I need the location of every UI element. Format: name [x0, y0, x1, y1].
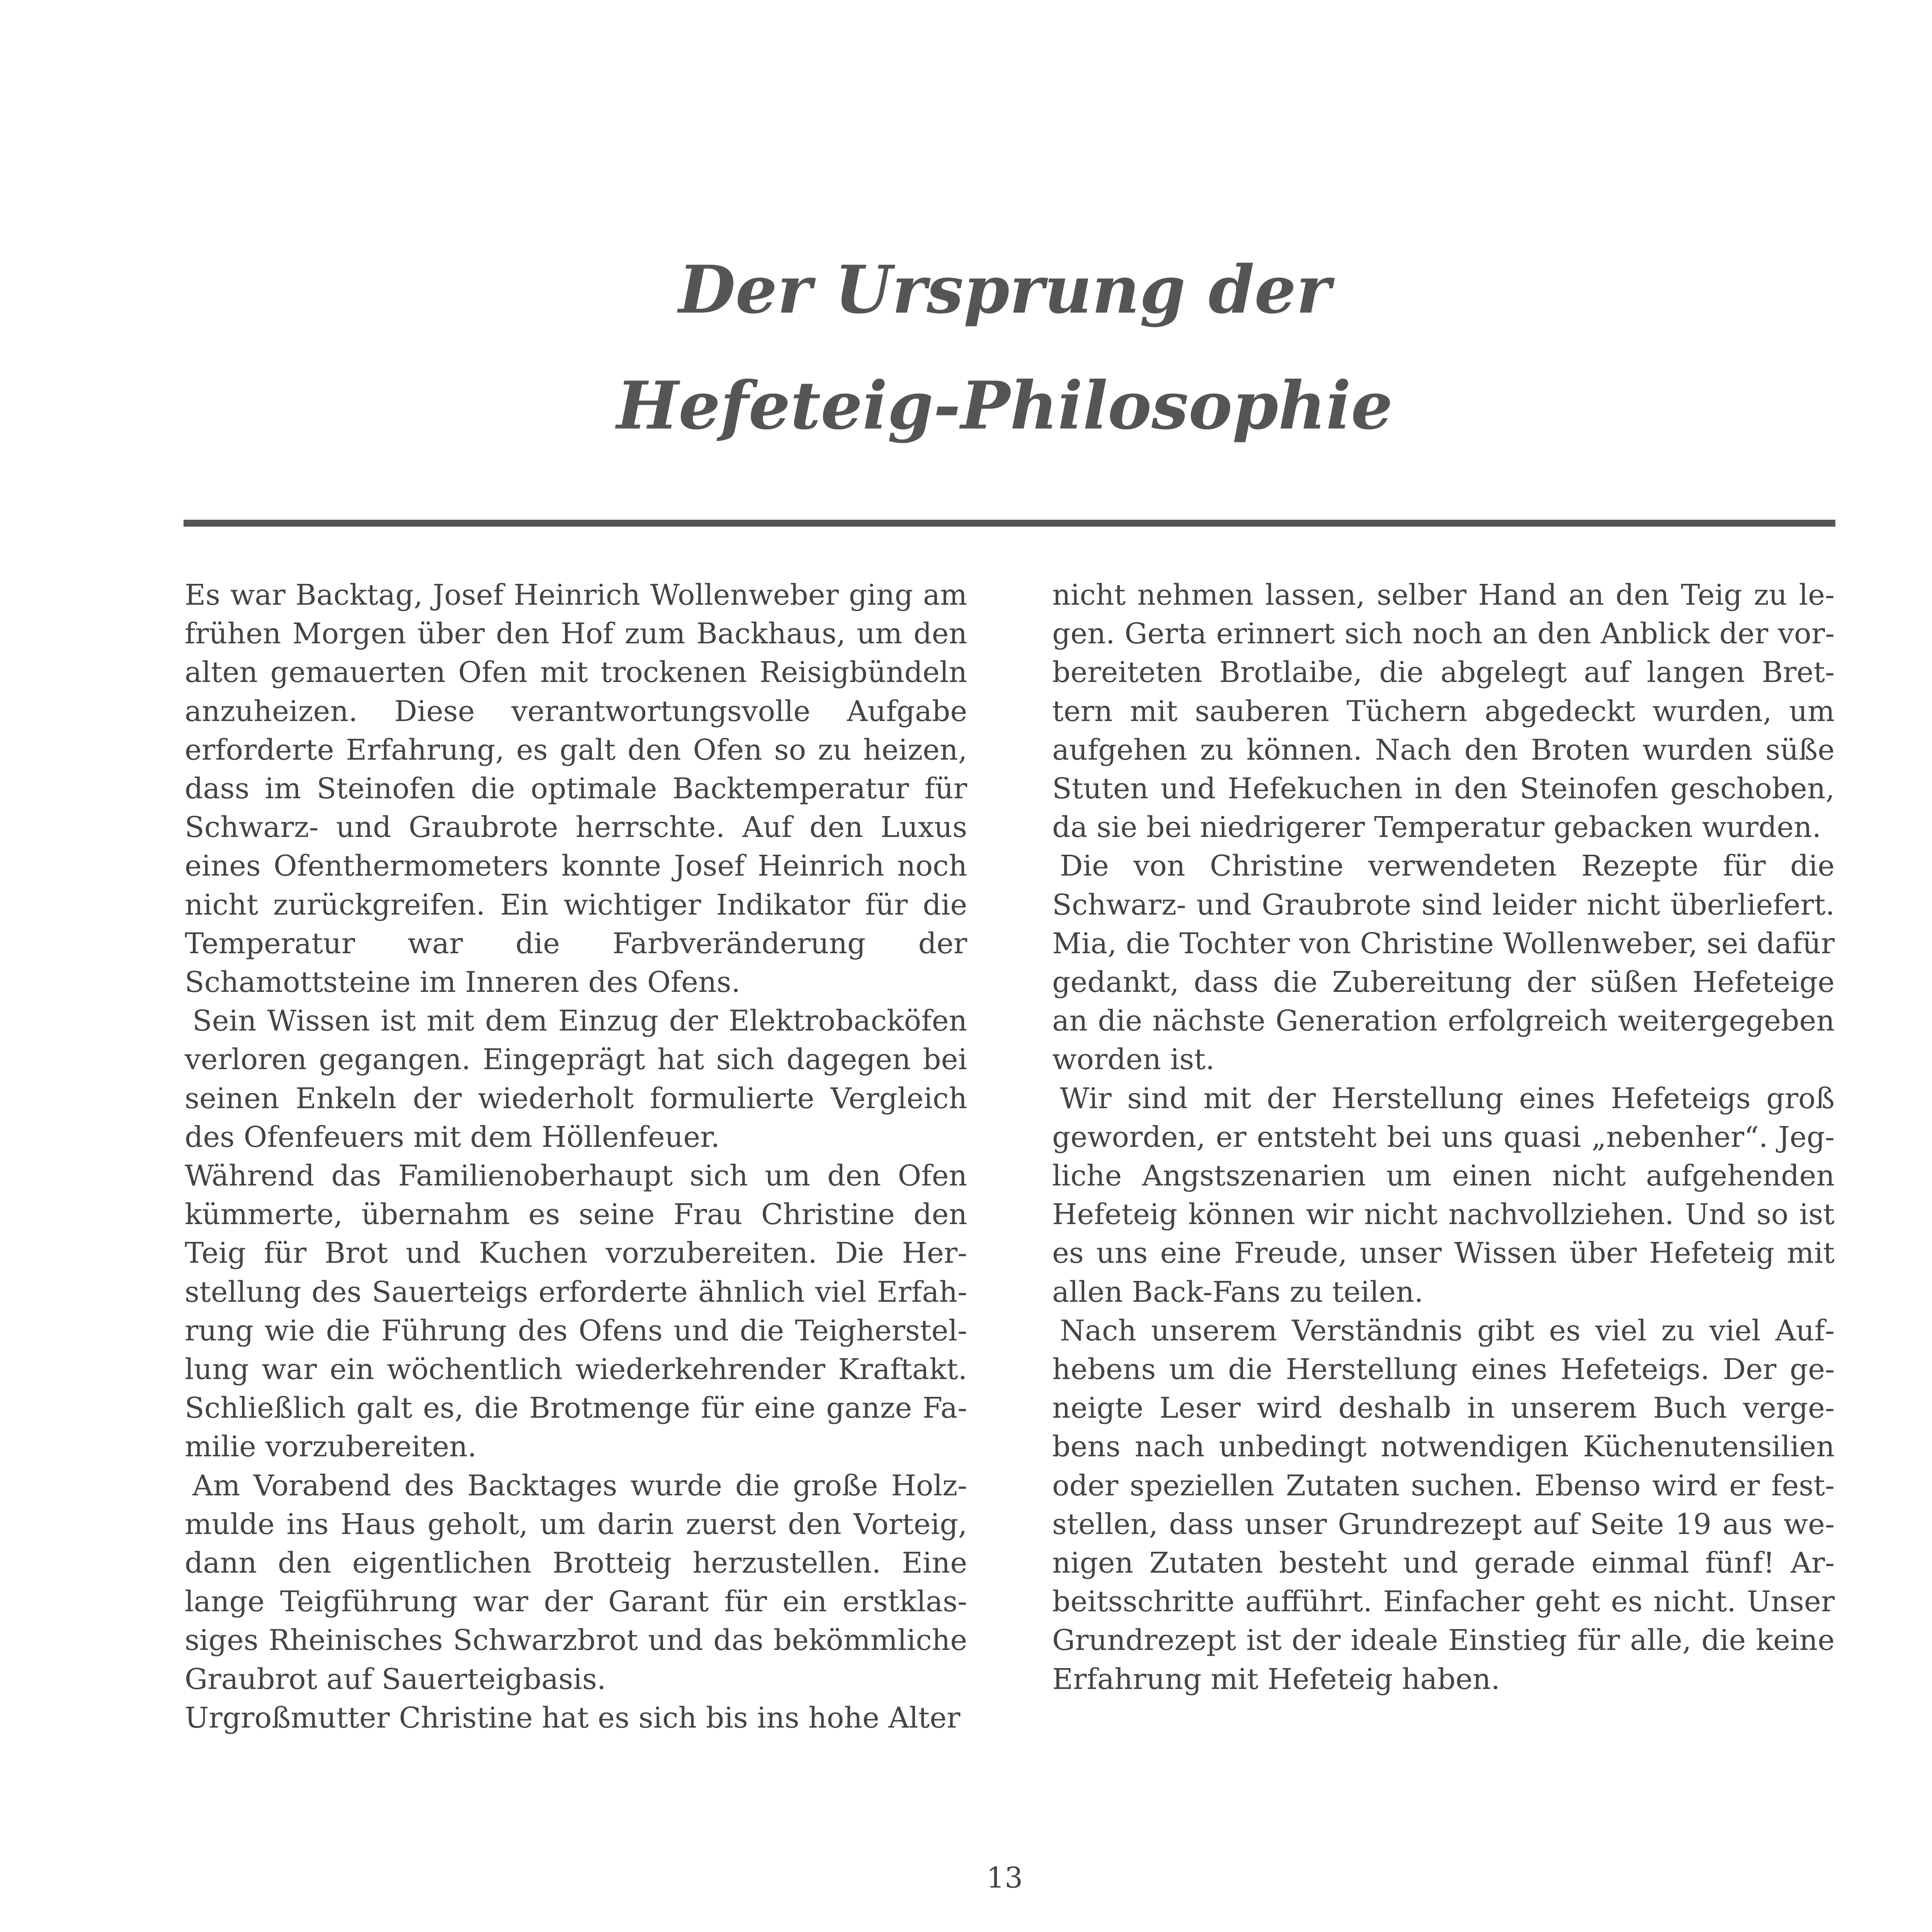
- right-text-column: [1052, 576, 1835, 1699]
- right-paragraph-1: nicht nehmen lassen, selber Hand an den Teig zu legen. Gerta erinnert sich noch an den Anblick der vorbereiteten Brotlaibe, die abgelegt auf langen Brettern mit sauberen Tüchern abgedeckt wurden, um aufgehen zu können. Nach den Broten wurden süße Stuten und Hefekuchen in den Steinofen geschoben, da sie bei niedrigerer Temperatur gebacken wurden.: [1052, 578, 1835, 844]
- left-paragraph-1: Es war Backtag, Josef Heinrich Wollenweber ging am frühen Morgen über den Hof zum Backhaus, um den alten gemauerten Ofen mit trockenen Reisigbündeln anzuheizen. Diese verantwortungsvolle Aufgabe erforderte Erfahrung, es galt den Ofen so zu heizen, dass im Steinofen die optimale Backtemperatur für Schwarz- und Graubrote herrschte. Auf den Luxus eines Ofenthermometers konnte Josef Heinrich noch nicht zurückgreifen. Ein wichtiger Indikator für die Temperatur war die Farbveränderung der Schamottsteine im Inneren des Ofens.: [185, 578, 967, 999]
- page-title: [0, 232, 1932, 464]
- left-paragraph-4: Am Vorabend des Backtages wurde die große Holzmulde ins Haus geholt, um darin zuerst den Vorteig, dann den eigentlichen Brotteig herzustellen. Eine lange Teigführung war der Garant für ein erstklassiges Rheinisches Schwarzbrot und das bekömmliche Graubrot auf Sauerteigbasis.: [185, 1469, 967, 1696]
- right-paragraph-4: Nach unserem Verständnis gibt es viel zu viel Aufhebens um die Herstellung eines Hefeteigs. Der geneigte Leser wird deshalb in unserem Buch vergebens nach unbedingt notwendigen Küchenutensilien oder speziellen Zutaten suchen. Ebenso wird er feststellen, dass unser Grundrezept auf Seite 19 aus wenigen Zutaten besteht und gerade einmal fünf! Arbeitsschritte aufführt. Einfacher geht es nicht. Unser Grundrezept ist der ideale Einstieg für alle, die keine Erfahrung mit Hefeteig haben.: [1052, 1314, 1835, 1696]
- right-paragraph-2: Die von Christine verwendeten Rezepte für die Schwarz- und Graubrote sind leider nicht überliefert. Mia, die Tochter von Christine Wollenweber, sei dafür gedankt, dass die Zubereitung der süßen Hefeteige an die nächste Generation erfolgreich weitergegeben worden ist.: [1052, 849, 1835, 1077]
- page-number: 13: [986, 1861, 1023, 1895]
- left-paragraph-3: Während das Familienoberhaupt sich um den Ofen kümmerte, übernahm es seine Frau Christine den Teig für Brot und Kuchen vorzubereiten. Die Herstellung des Sauerteigs erforderte ähnlich viel Erfahrung wie die Führung des Ofens und die Teigherstellung war ein wöchentlich wiederkehrender Kraftakt. Schließlich galt es, die Brotmenge für eine ganze Familie vorzubereiten.: [185, 1159, 967, 1464]
- left-paragraph-2: Sein Wissen ist mit dem Einzug der Elektrobacköfen verloren gegangen. Eingeprägt hat sich dagegen bei seinen Enkeln der wiederholt formulierte Vergleich des Ofenfeuers mit dem Höllenfeuer.: [185, 1004, 967, 1154]
- left-paragraph-5: Urgroßmutter Christine hat es sich bis ins hohe Alter: [185, 1701, 961, 1735]
- page-title-line-1: Der Ursprung der: [678, 251, 1331, 328]
- title-divider: [184, 520, 1835, 527]
- page-title-line-2: Hefeteig-Philosophie: [616, 367, 1393, 444]
- left-text-column: [185, 576, 967, 1737]
- right-paragraph-3: Wir sind mit der Herstellung eines Hefeteigs groß geworden, er entsteht bei uns quasi „nebenher“. Jegliche Angstszenarien um einen nicht aufgehenden Hefeteig können wir nicht nachvollziehen. Und so ist es uns eine Freude, unser Wissen über Hefeteig mit allen Back-Fans zu teilen.: [1052, 1082, 1835, 1309]
